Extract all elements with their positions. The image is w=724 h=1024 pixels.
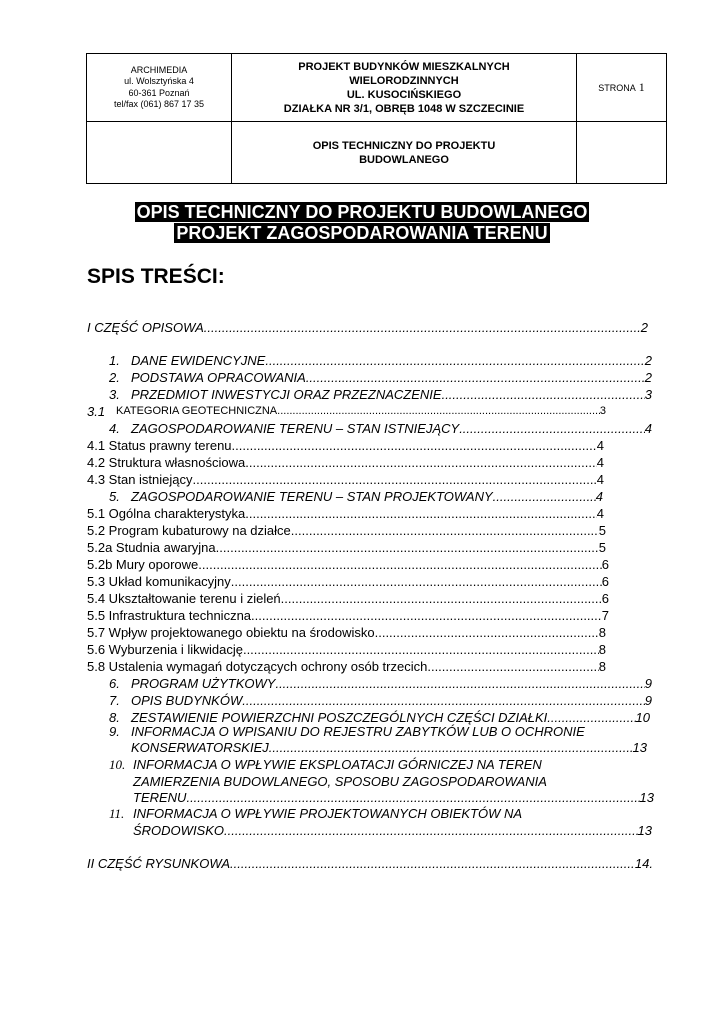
toc-prefix: 2.	[109, 370, 120, 385]
toc-entry-9-line1	[109, 723, 589, 740]
toc-entry-5-3[interactable]	[87, 573, 609, 590]
toc-title: OPIS BUDYNKÓW	[131, 693, 243, 708]
toc-entry-1[interactable]	[109, 352, 652, 369]
toc-page: 2	[644, 353, 652, 368]
toc-prefix: 8.	[109, 710, 120, 725]
toc-entry-10-line1	[109, 756, 599, 773]
doc-title-line-1: OPIS TECHNICZNY DO PROJEKTU	[312, 139, 496, 152]
toc-entry-5-1[interactable]	[87, 505, 604, 522]
toc-page: 6	[601, 591, 609, 606]
toc-page: 9	[644, 676, 652, 691]
toc-title: I CZĘŚĆ OPISOWA	[87, 320, 204, 335]
toc-prefix: 10.	[109, 757, 126, 772]
toc-title-line: INFORMACJA O WPŁYWIE EKSPLOATACJI GÓRNICZEJ NA TEREN	[133, 757, 542, 772]
toc-title: PRZEDMIOT INWESTYCJI ORAZ PRZEZNACZENIE	[131, 387, 442, 402]
company-city: 60-361 Poznań	[128, 87, 190, 98]
toc-page: 6	[601, 574, 609, 589]
empty-cell-right	[577, 122, 667, 184]
toc-title: PROGRAM UŻYTKOWY	[131, 676, 276, 691]
toc-entry-4-3[interactable]	[87, 471, 604, 488]
toc-title: 5.6 Wyburzenia i likwidację	[87, 642, 243, 657]
page-indicator	[577, 54, 667, 122]
page-number: 1	[638, 80, 645, 94]
toc-title: 4.3 Stan istniejący	[87, 472, 193, 487]
toc-entry-7[interactable]	[109, 692, 652, 709]
toc-page: 4	[596, 506, 604, 521]
toc-entry-10[interactable]	[133, 789, 654, 806]
toc-prefix: 5.	[109, 489, 120, 504]
toc-title: 4.1 Status prawny terenu	[87, 438, 232, 453]
main-title	[0, 202, 724, 244]
toc-entry-2[interactable]	[109, 369, 652, 386]
toc-entry-5[interactable]	[109, 488, 603, 505]
toc-prefix: 9.	[109, 724, 120, 739]
toc-title: 5.2b Mury oporowe	[87, 557, 199, 572]
toc-page: 4	[596, 438, 604, 453]
toc-title-line: ZAMIERZENIA BUDOWLANEGO, SPOSOBU ZAGOSPODAROWANIA	[133, 774, 547, 789]
toc-page: 10	[635, 710, 650, 725]
toc-page: 4	[644, 421, 652, 436]
toc-entry-part1[interactable]	[87, 319, 648, 336]
toc-entry-10-line2	[133, 773, 613, 790]
main-title-line-1: OPIS TECHNICZNY DO PROJEKTU BUDOWLANEGO	[136, 202, 588, 222]
toc-prefix: 1.	[109, 353, 120, 368]
page-label: STRONA	[598, 83, 636, 93]
company-street: ul. Wolsztyńska 4	[124, 76, 194, 86]
toc-page: 3	[644, 387, 652, 402]
company-phone: tel/fax (061) 867 17 35	[113, 99, 205, 109]
empty-cell-left	[87, 122, 232, 184]
project-line-2: WIELORODZINNYCH	[349, 74, 459, 87]
toc-title: PODSTAWA OPRACOWANIA	[131, 370, 306, 385]
toc-title-line: INFORMACJA O WPISANIU DO REJESTRU ZABYTKÓW LUB O OCHRONIE	[131, 724, 585, 739]
toc-page: 13	[639, 790, 654, 805]
toc-page: 14.	[634, 856, 653, 871]
toc-page: 8	[598, 625, 606, 640]
toc-page: 7	[601, 608, 609, 623]
toc-title: KATEGORIA GEOTECHNICZNA	[116, 405, 278, 417]
toc-title: TERENU	[133, 790, 187, 805]
toc-entry-5-5[interactable]	[87, 607, 609, 624]
main-title-line-2: PROJEKT ZAGOSPODAROWANIA TERENU	[176, 223, 548, 243]
toc-title: 5.1 Ogólna charakterystyka	[87, 506, 246, 521]
toc-page: 5	[598, 523, 606, 538]
header-table	[86, 53, 667, 184]
toc-title: DANE EWIDENCYJNE	[131, 353, 266, 368]
company-name: ARCHIMEDIA	[130, 64, 188, 75]
toc-page: 13	[637, 823, 652, 838]
toc-page: 2	[644, 370, 652, 385]
toc-prefix: 3.1	[87, 404, 106, 419]
toc-title: 5.7 Wpływ projektowanego obiektu na środowisko	[87, 625, 375, 640]
project-name	[232, 54, 577, 122]
toc-title-line: INFORMACJA O WPŁYWIE PROJEKTOWANYCH OBIEKTÓW NA	[133, 806, 523, 821]
toc-page: 4	[595, 489, 603, 504]
toc-page: 4	[596, 472, 604, 487]
toc-prefix: 3.	[109, 387, 120, 402]
toc-title: 5.3 Układ komunikacyjny	[87, 574, 231, 589]
toc-entry-3[interactable]	[109, 386, 652, 403]
toc-page: 4	[596, 455, 604, 470]
toc-title: ZAGOSPODAROWANIE TERENU – STAN ISTNIEJĄCY	[131, 421, 460, 436]
toc-entry-5-2a[interactable]	[87, 539, 606, 556]
toc-entry-5-8[interactable]	[87, 658, 606, 675]
toc-entry-5-7[interactable]	[87, 624, 606, 641]
toc-heading: SPIS TREŚCI:	[87, 265, 225, 288]
toc-entry-11[interactable]	[133, 822, 652, 839]
project-line-4: DZIAŁKA NR 3/1, OBRĘB 1048 W SZCZECINIE	[283, 102, 525, 115]
toc-page: 13	[632, 740, 647, 755]
toc-page: 8	[598, 642, 606, 657]
toc-entry-4[interactable]	[109, 420, 652, 437]
toc-entry-5-2[interactable]	[87, 522, 606, 539]
toc-entry-5-6[interactable]	[87, 641, 606, 658]
project-line-3: UL. KUSOCIŃSKIEGO	[346, 88, 462, 101]
toc-title: II CZĘŚĆ RYSUNKOWA	[87, 856, 231, 871]
toc-prefix: 7.	[109, 693, 120, 708]
toc-title: 5.8 Ustalenia wymagań dotyczących ochrony osób trzecich	[87, 659, 428, 674]
toc-page: 8	[598, 659, 606, 674]
toc-title: ZAGOSPODAROWANIE TERENU – STAN PROJEKTOWANY	[131, 489, 493, 504]
toc-entry-4-2[interactable]	[87, 454, 604, 471]
project-line-1: PROJEKT BUDYNKÓW MIESZKALNYCH	[298, 60, 510, 73]
toc-entry-part2[interactable]	[87, 855, 653, 872]
toc-entry-5-4[interactable]	[87, 590, 609, 607]
toc-page: 9	[644, 693, 652, 708]
toc-title: ZESTAWIENIE POWIERZCHNI POSZCZEGÓLNYCH CZĘŚCI DZIAŁKI	[131, 710, 548, 725]
toc-entry-11-line1	[109, 805, 589, 822]
toc-entry-6[interactable]	[109, 675, 652, 692]
toc-title: 4.2 Struktura własnościowa	[87, 455, 246, 470]
toc-entry-5-2b[interactable]	[87, 556, 609, 573]
toc-prefix: 4.	[109, 421, 120, 436]
toc-title: 5.2a Studnia awaryjna	[87, 540, 216, 555]
toc-page: 2	[640, 320, 648, 335]
toc-title: ŚRODOWISKO	[133, 823, 225, 838]
toc-title: 5.4 Ukształtowanie terenu i zieleń	[87, 591, 281, 606]
toc-page: 5	[598, 540, 606, 555]
toc-entry-4-1[interactable]	[87, 437, 604, 454]
toc-prefix: 6.	[109, 676, 120, 691]
toc-title: 5.2 Program kubaturowy na działce	[87, 523, 291, 538]
toc-entry-3-1[interactable]	[87, 403, 606, 420]
toc-title: 5.5 Infrastruktura techniczna	[87, 608, 252, 623]
toc-entry-9[interactable]	[131, 739, 647, 756]
toc-page: 3	[599, 405, 606, 417]
document-title	[232, 122, 577, 184]
company-info	[87, 54, 232, 122]
toc-title: KONSERWATORSKIEJ	[131, 740, 269, 755]
toc-page: 6	[601, 557, 609, 572]
toc-prefix: 11.	[109, 806, 125, 821]
doc-title-line-2: BUDOWLANEGO	[359, 153, 449, 166]
